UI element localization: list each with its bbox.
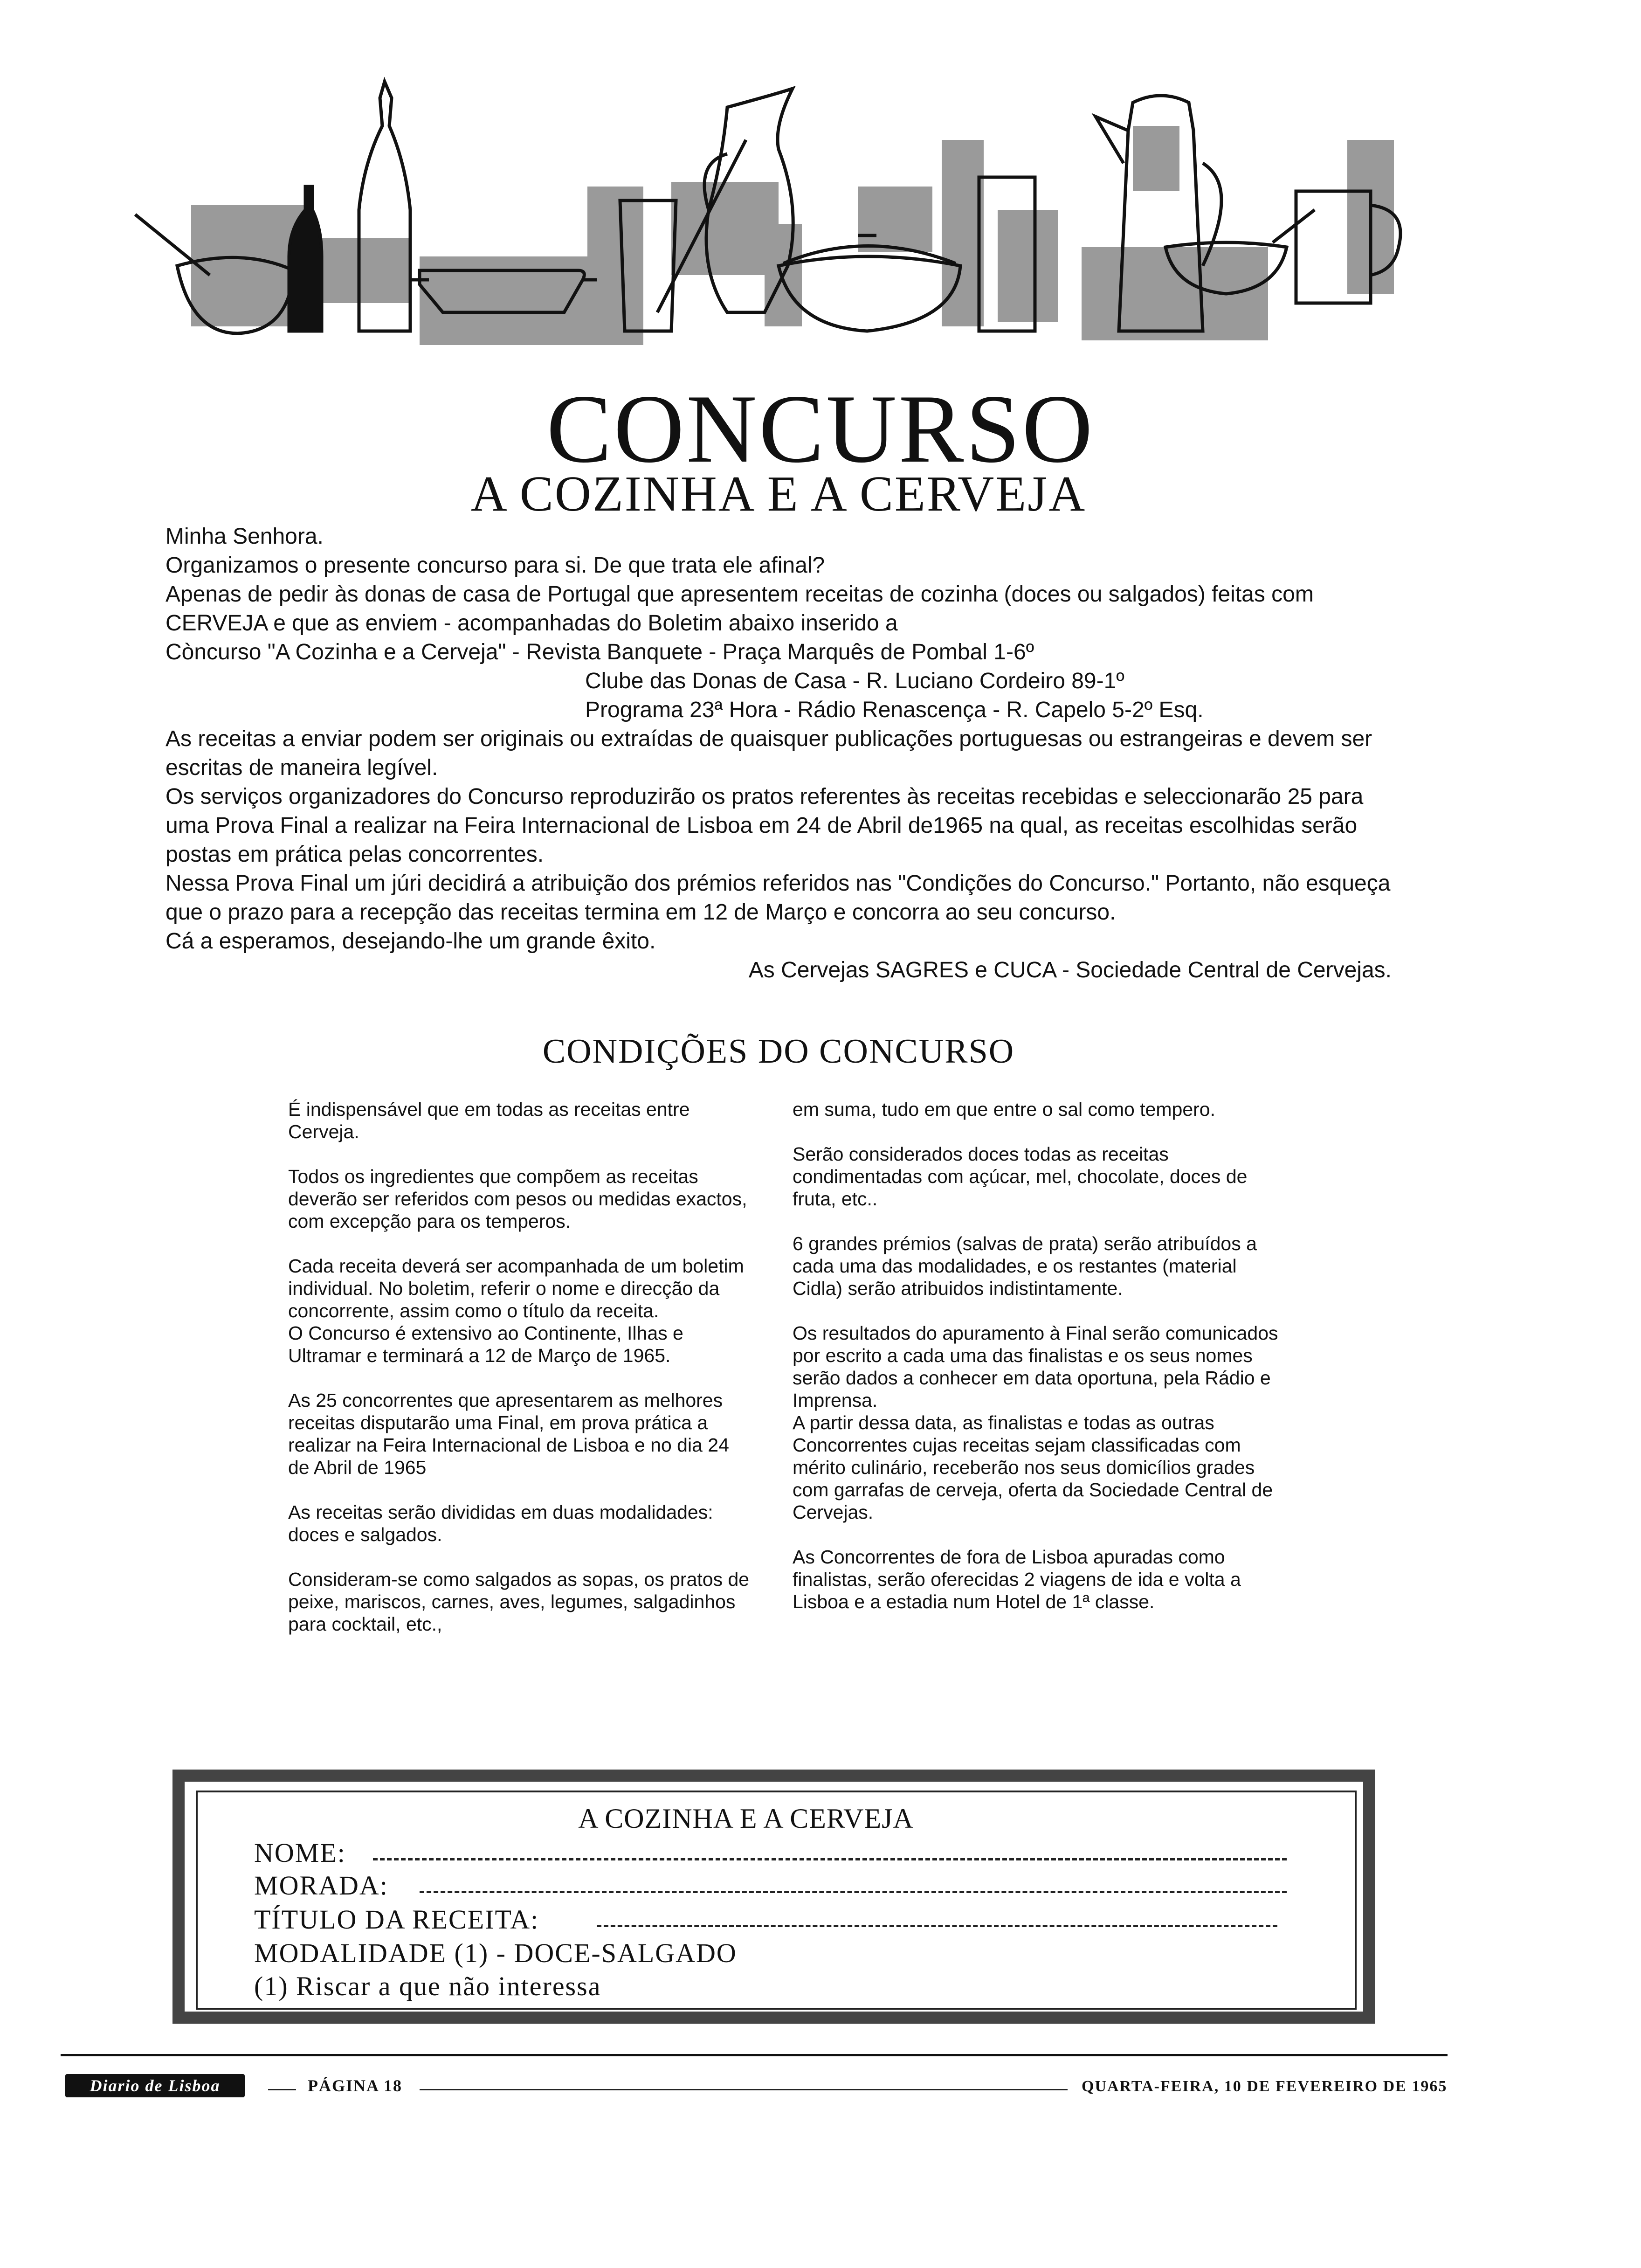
- intro-paragraph: Apenas de pedir às donas de casa de Portugal que apresentem receitas de cozinha (doces ou salgados) feitas com CERVEJA e que as enviem - acompanhadas do Boletim abaixo inserido a: [165, 582, 1314, 636]
- conditions-left-column: [288, 1098, 754, 1658]
- address-label: MORADA:: [254, 1870, 388, 1901]
- condition-item: O Concurso é extensivo ao Continente, Ilhas e Ultramar e terminará a 12 de Março de 1965.: [288, 1322, 683, 1366]
- page-subtitle: A COZINHA E A CERVEJA: [470, 466, 1087, 522]
- intro-paragraph: Organizamos o presente concurso para si. De que trata ele afinal?: [165, 553, 825, 578]
- intro-letter: [165, 522, 1392, 985]
- name-field[interactable]: [373, 1858, 1287, 1860]
- condition-item: Todos os ingredientes que compõem as receitas deverão ser referidos com pesos ou medidas exactos, com excepção para os temperos.: [288, 1166, 747, 1232]
- issue-date: QUARTA-FEIRA, 10 DE FEVEREIRO DE 1965: [1082, 2078, 1448, 2095]
- name-label: NOME:: [254, 1838, 346, 1868]
- contest-address: Còncurso "A Cozinha e a Cerveja" - Revista Banquete - Praça Marquês de Pombal 1-6º: [165, 640, 1034, 664]
- conditions-heading: CONDIÇÕES DO CONCURSO: [542, 1032, 1015, 1071]
- condition-item: As Concorrentes de fora de Lisboa apuradas como finalistas, serão oferecidas 2 viagens de ida e volta a Lisboa e a estadia num Hotel de 1ª classe.: [793, 1546, 1241, 1612]
- intro-paragraph: Os serviços organizadores do Concurso reproduzirão os pratos referentes às receitas recebidas e seleccionarão 25 para uma Prova Final a realizar na Feira Internacional de Lisboa em 24 de Abril de1965 na qual, as receitas escolhidas serão postas em prática pelas concorrentes.: [165, 784, 1364, 867]
- condition-item: em suma, tudo em que entre o sal como tempero.: [793, 1099, 1216, 1120]
- page-title: CONCURSO: [546, 375, 1095, 483]
- page-number: PÁGINA 18: [308, 2076, 403, 2095]
- footer-line: [268, 2089, 296, 2090]
- conditions-right-column: [793, 1098, 1282, 1635]
- signature: As Cervejas SAGRES e CUCA - Sociedade Central de Cervejas.: [748, 958, 1392, 982]
- address-field[interactable]: [420, 1891, 1287, 1893]
- intro-paragraph: Cá a esperamos, desejando-lhe um grande êxito.: [165, 929, 656, 954]
- condition-item: Serão considerados doces todas as receitas condimentadas com açúcar, mel, chocolate, doces de fruta, etc..: [793, 1143, 1248, 1210]
- condition-item: Consideram-se como salgados as sopas, os pratos de peixe, mariscos, carnes, aves, legumes, salgadinhos para cocktail, etc.,: [288, 1569, 750, 1635]
- footer-line: [420, 2089, 1068, 2090]
- modality-label: MODALIDADE (1) - DOCE-SALGADO: [254, 1938, 737, 1968]
- form-title: A COZINHA E A CERVEJA: [578, 1803, 914, 1834]
- condition-item: As 25 concorrentes que apresentarem as melhores receitas disputarão uma Final, em prova prática a realizar na Feira Internacional de Lisboa e no dia 24 de Abril de 1965: [288, 1390, 729, 1478]
- condition-item: A partir dessa data, as finalistas e todas as outras Concorrentes cujas receitas sejam classificadas com mérito culinário, receberão nos seus domicílios grades com garrafas de cerveja, oferta da Sociedade Central de Cervejas.: [793, 1412, 1273, 1523]
- intro-paragraph: Nessa Prova Final um júri decidirá a atribuição dos prémios referidos nas "Condições do Concurso." Portanto, não esqueça que o prazo para a recepção das receitas termina em 12 de Março e concorra ao seu concurso.: [165, 871, 1391, 925]
- condition-item: É indispensável que em todas as receitas entre Cerveja.: [288, 1099, 690, 1142]
- recipe-title-label: TÍTULO DA RECEITA:: [254, 1904, 539, 1935]
- condition-item: 6 grandes prémios (salvas de prata) serão atribuídos a cada uma das modalidades, e os restantes (material Cidla) serão atribuidos indistintamente.: [793, 1233, 1257, 1299]
- condition-item: Cada receita deverá ser acompanhada de um boletim individual. No boletim, referir o nome e direcção da concorrente, assim como o título da receita.: [288, 1255, 744, 1321]
- footer-rule: [61, 2054, 1448, 2056]
- contest-address: Clube das Donas de Casa - R. Luciano Cordeiro 89-1º: [585, 669, 1124, 693]
- form-footnote: (1) Riscar a que não interessa: [254, 1971, 601, 2001]
- recipe-title-field[interactable]: [597, 1925, 1277, 1927]
- kitchenware-illustration: [121, 70, 1417, 354]
- salutation: Minha Senhora.: [165, 524, 324, 549]
- contest-address: Programa 23ª Hora - Rádio Renascença - R. Capelo 5-2º Esq.: [585, 698, 1204, 722]
- newspaper-masthead: Diario de Lisboa: [65, 2074, 245, 2097]
- condition-item: Os resultados do apuramento à Final serão comunicados por escrito a cada uma das finalistas e os seus nomes serão dados a conhecer em data oportuna, pela Rádio e Imprensa.: [793, 1322, 1278, 1411]
- intro-paragraph: As receitas a enviar podem ser originais ou extraídas de quaisquer publicações portuguesas ou estrangeiras e devem ser escritas de maneira legível.: [165, 726, 1372, 780]
- condition-item: As receitas serão divididas em duas modalidades: doces e salgados.: [288, 1501, 713, 1545]
